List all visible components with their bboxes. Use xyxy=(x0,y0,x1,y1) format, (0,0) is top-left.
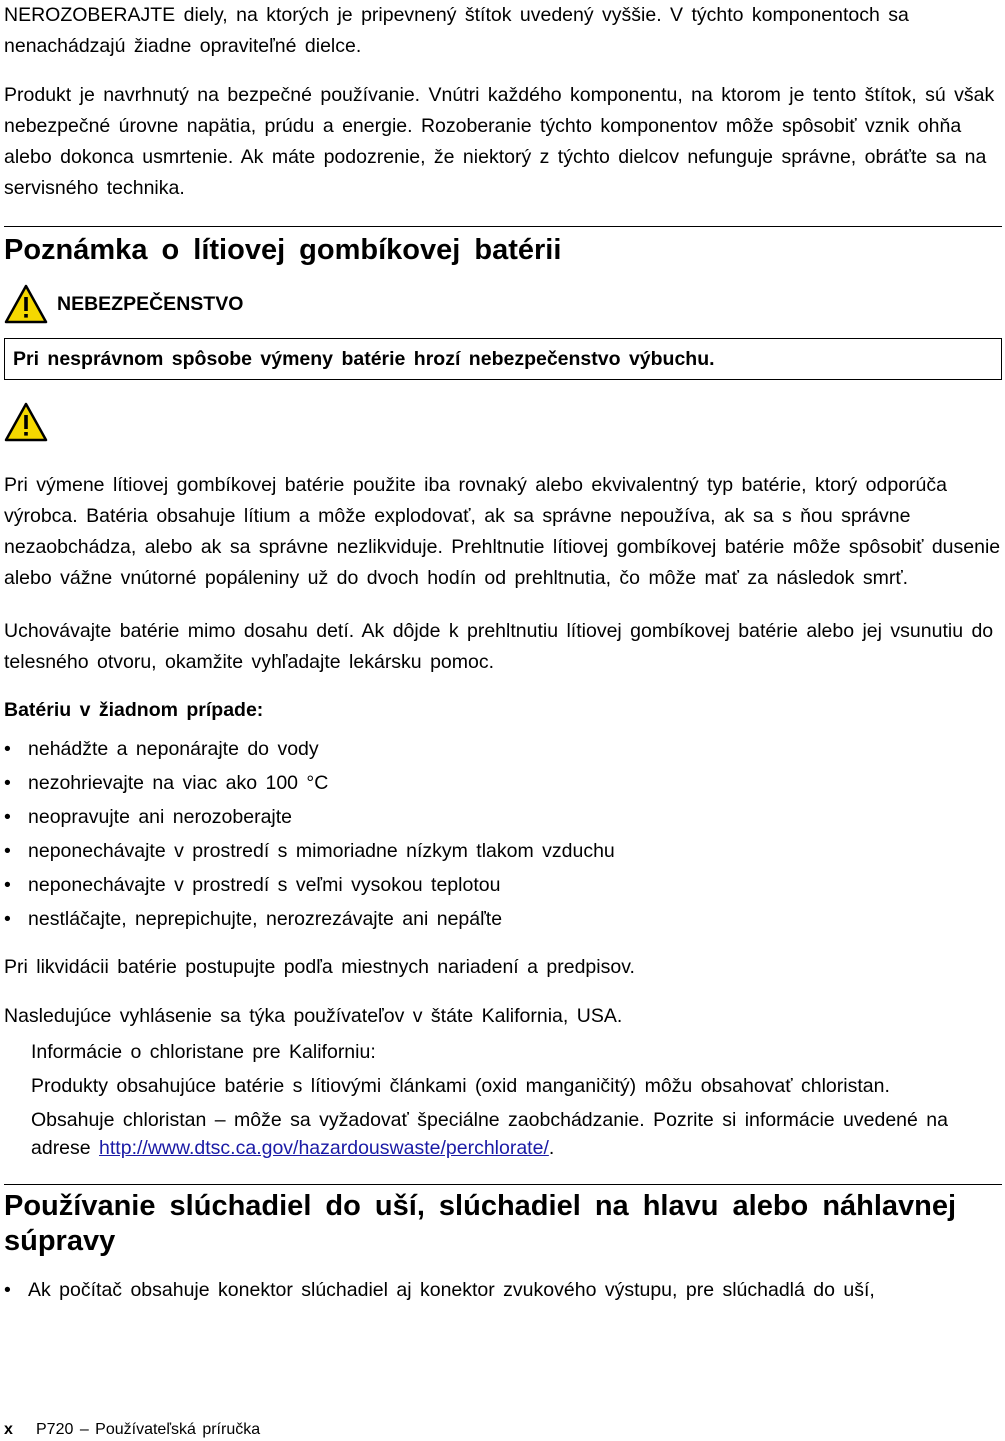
danger-notice xyxy=(4,282,1002,326)
california-notice xyxy=(4,1038,1002,1162)
warning-triangle-icon xyxy=(4,402,48,442)
headphones-bullet-list xyxy=(4,1273,1002,1307)
paragraph-disassembly: NEROZOBERAJTE diely, na ktorých je pripevnený štítok uvedený vyššie. V týchto komponentoch sa nenachádzajú žiadne opraviteľné dielce. xyxy=(4,4,909,57)
perchlorate-link[interactable]: http://www.dtsc.ca.gov/hazardouswaste/perchlorate/ xyxy=(99,1137,549,1159)
california-line: Informácie o chloristane pre Kaliforniu: xyxy=(31,1041,376,1063)
danger-label: NEBEZPEČENSTVO xyxy=(57,292,244,315)
section-divider xyxy=(4,226,1002,227)
bullet-icon: • xyxy=(4,908,11,930)
document-page xyxy=(4,0,1002,1441)
bullet-icon: • xyxy=(4,840,11,862)
section-heading-battery: Poznámka o lítiovej gombíkovej batérii xyxy=(4,234,562,266)
bullet-icon: • xyxy=(4,738,11,760)
battery-bullet-list xyxy=(4,732,1002,936)
paragraph-battery-replacement: Pri výmene lítiovej gombíkovej batérie použite iba rovnaký alebo ekvivalentný typ batérie, ktorý odporúča výrobca. Batéria obsahuje lítium a môže explodovať, ak sa správne nepoužíva, ak sa s ňou správne nezaobchádza, alebo ak sa správne nezlikviduje. Prehltnutie lítiovej gombíkovej batérie môže spôsobiť dusenie alebo vážne vnútorné popáleniny už do dvoch hodín od prehltnutia, čo môže mať za následok smrť. xyxy=(4,474,1001,589)
california-line: Produkty obsahujúce batérie s lítiovými článkami (oxid manganičitý) môžu obsahovať chloristan. xyxy=(31,1075,890,1097)
page-footer xyxy=(4,1420,260,1440)
california-line-with-link: Obsahuje chloristan – môže sa vyžadovať špeciálne zaobchádzanie. Pozrite si informácie uvedené na adrese http://www.dtsc.ca.gov/hazardouswaste/perchlorate/. xyxy=(31,1109,948,1159)
list-item: • nezohrievajte na viac ako 100 °C xyxy=(4,766,1002,800)
list-item: • neponechávajte v prostredí s veľmi vysokou teplotou xyxy=(4,868,1002,902)
bullet-icon: • xyxy=(4,772,11,794)
bullet-icon: • xyxy=(4,874,11,896)
footer-title: P720 – Používateľská príručka xyxy=(36,1421,261,1438)
paragraph-safety: Produkt je navrhnutý na bezpečné používanie. Vnútri každého komponentu, na ktorom je tento štítok, sú však nebezpečné úrovne napätia, prúdu a energie. Rozoberanie týchto komponentov môže spôsobiť vznik ohňa alebo dokonca usmrtenie. Ak máte podozrenie, že niektorý z týchto dielcov nefunguje správne, obráťte sa na servisného technika. xyxy=(4,84,995,199)
warning-triangle-icon xyxy=(4,284,48,324)
list-item: • neponechávajte v prostredí s mimoriadne nízkym tlakom vzduchu xyxy=(4,834,1002,868)
bullet-icon: • xyxy=(4,806,11,828)
list-item: • nestláčajte, neprepichujte, nerozrezávajte ani nepáľte xyxy=(4,902,1002,936)
section-heading-headphones: Používanie slúchadiel do uší, slúchadiel na hlavu alebo náhlavnej súpravy xyxy=(4,1190,957,1257)
section-divider xyxy=(4,1184,1002,1185)
danger-box: Pri nesprávnom spôsobe výmeny batérie hrozí nebezpečenstvo výbuchu. xyxy=(4,338,1002,380)
list-item: • nehádžte a neponárajte do vody xyxy=(4,732,1002,766)
list-heading: Batériu v žiadnom prípade: xyxy=(4,699,264,721)
paragraph-keep-from-children: Uchovávajte batérie mimo dosahu detí. Ak dôjde k prehltnutiu lítiovej gombíkovej batérie alebo jej vsunutiu do telesného otvoru, okamžite vyhľadajte lekársku pomoc. xyxy=(4,620,994,673)
bullet-icon: • xyxy=(4,1279,11,1301)
list-item: • Ak počítač obsahuje konektor slúchadiel aj konektor zvukového výstupu, pre slúchadlá do uší, xyxy=(4,1273,1002,1307)
paragraph-disposal: Pri likvidácii batérie postupujte podľa miestnych nariadení a predpisov. xyxy=(4,956,635,978)
page-number: x xyxy=(4,1421,13,1438)
paragraph-california-intro: Nasledujúce vyhlásenie sa týka používateľov v štáte Kalifornia, USA. xyxy=(4,1005,623,1027)
list-item: • neopravujte ani nerozoberajte xyxy=(4,800,1002,834)
warning-icon-row xyxy=(4,402,1002,446)
